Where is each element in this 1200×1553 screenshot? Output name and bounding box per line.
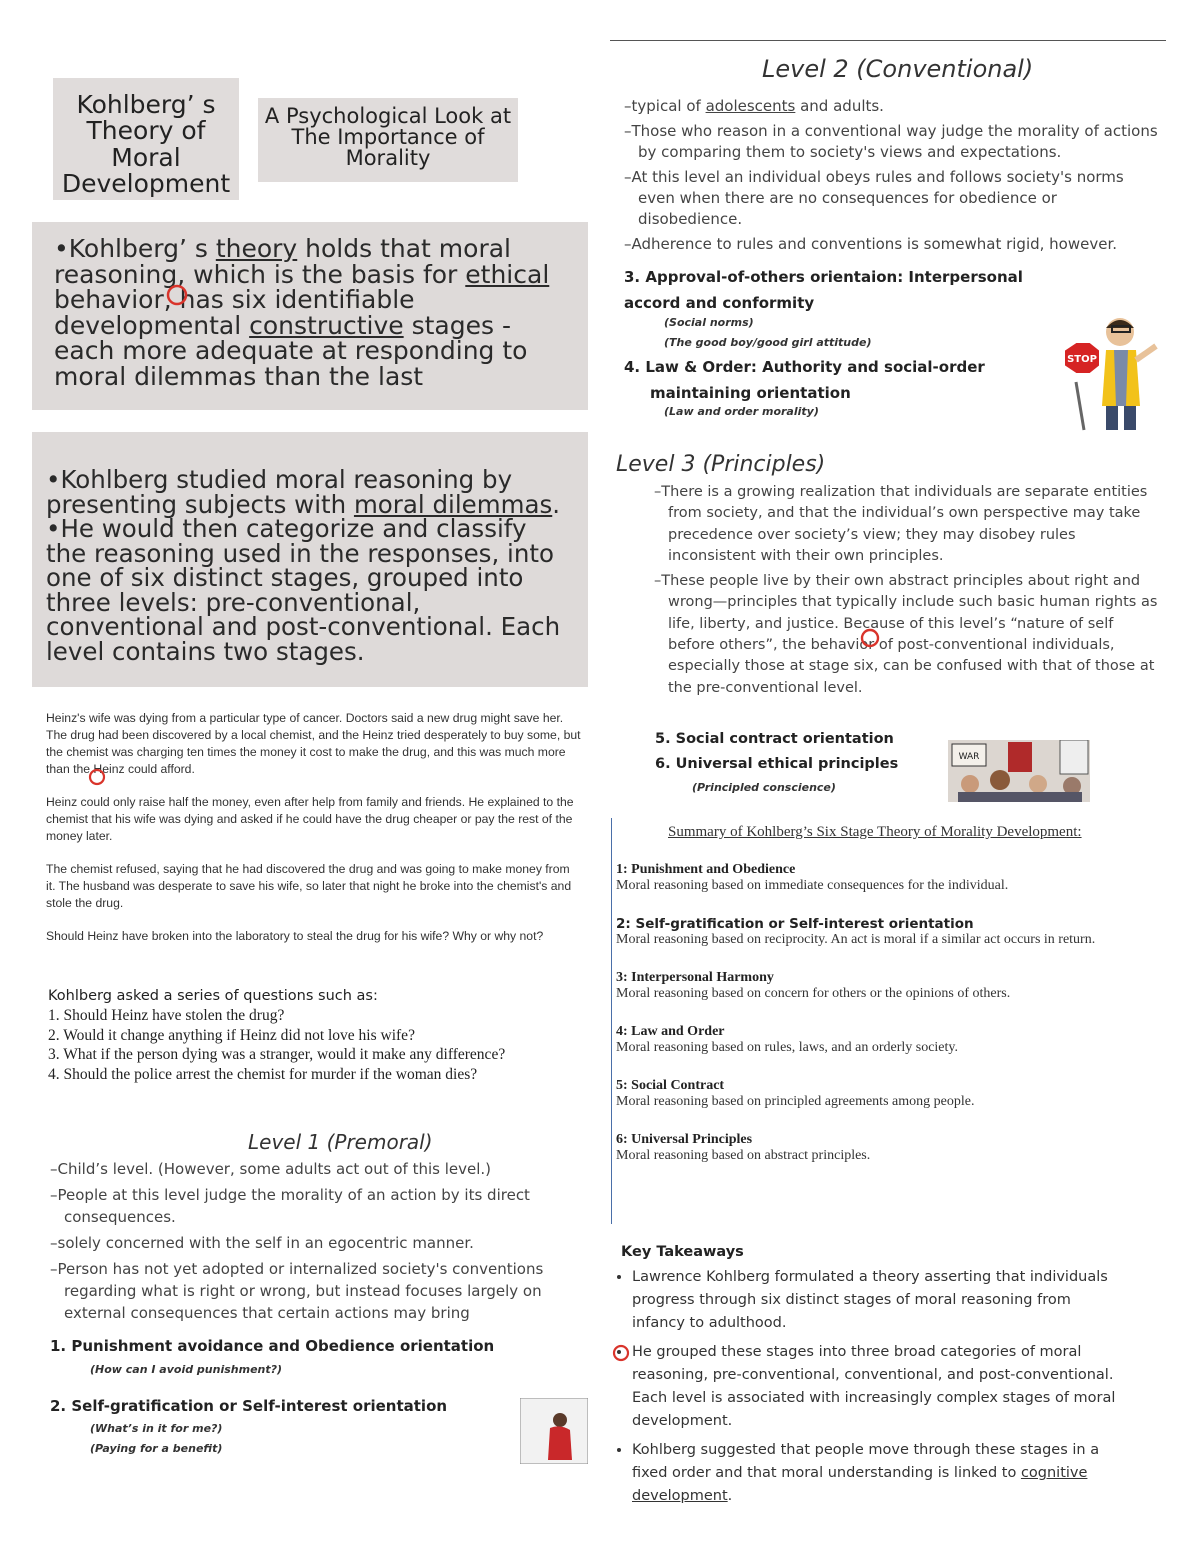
- subtitle-line: The Importance of: [291, 125, 485, 149]
- slide-theory: [32, 222, 588, 410]
- protest-sign-text: WAR: [958, 752, 980, 762]
- link-theory[interactable]: theory: [215, 234, 298, 263]
- takeaway-item: • He grouped these stages into three broad categories of moral reasoning, pre-conventional, conventional, and post-conventional. Each level is associated with increasingly complex stages of moral development.: [632, 1341, 1118, 1433]
- level2-bullet: –Those who reason in a conventional way judge the morality of actions by comparing them to society's views and expectations.: [624, 122, 1158, 161]
- level3-bullet: –These people live by their own abstract principles about right and wrong—principles that typically include such basic human rights as life, liberty, and justice. Because of this level’s “nature of self before others”, the behavior of post-conventional individuals, especially those at stage six, can be confused with that of those at the pre-conventional level.: [654, 573, 1158, 696]
- summary-item: 5: Social Contract Moral reasoning based on principled agreements among people.: [616, 1078, 975, 1109]
- protest-photo: [948, 740, 1090, 802]
- summary-item: 6: Universal Principles Moral reasoning based on abstract principles.: [616, 1132, 871, 1163]
- takeaway-item: • Lawrence Kohlberg formulated a theory asserting that individuals progress through six distinct stages of moral reasoning from infancy to adulthood.: [632, 1266, 1118, 1335]
- summary-item: 2: Self-gratification or Self-interest orientation Moral reasoning based on reciprocity. An act is moral if a similar act occurs in return.: [616, 916, 1096, 947]
- title-line: Kohlberg’ s: [76, 90, 216, 119]
- story-paragraph: The chemist refused, saying that he had discovered the drug and was going to make money from it. The husband was desperate to save his wife, so later that night he broke into the chemist's and stole the drug.: [46, 862, 572, 910]
- title-line: Development: [61, 168, 231, 198]
- question-item: 1. Should Heinz have stolen the drug?: [48, 1007, 285, 1024]
- link-constructive[interactable]: constructive: [249, 310, 404, 340]
- stage4-sub: (Law and order morality): [664, 405, 819, 418]
- summary-border: [611, 818, 612, 1224]
- child-photo: [520, 1398, 588, 1464]
- subtitle-box: [258, 98, 518, 182]
- slide-theory-text: •Kohlberg’ s theory holds that moral reasoning, which is the basis for ethical behavior, has six identifiable developmental constructive stages - each more adequate at responding to moral dilemmas than the last: [54, 234, 550, 391]
- stop-sign-text: STOP: [1067, 354, 1097, 365]
- stage4-heading: 4. Law & Order: Authority and social-order maintaining orientation: [624, 358, 985, 402]
- link-moral-dilemmas[interactable]: moral dilemmas: [353, 489, 553, 519]
- level3-title: Level 3 (Principles): [616, 452, 826, 477]
- story-paragraph: Should Heinz have broken into the laboratory to steal the drug for his wife? Why or why not?: [46, 929, 544, 943]
- stage6-heading: 6. Universal ethical principles: [655, 756, 899, 772]
- summary-item: 3: Interpersonal Harmony Moral reasoning based on concern for others or the opinions of others.: [616, 970, 1011, 1001]
- summary-item: 1: Punishment and Obedience Moral reasoning based on immediate consequences for the individual.: [616, 862, 1009, 893]
- takeaways-title: Key Takeaways: [621, 1244, 744, 1260]
- stop-sign-character-image: [1056, 310, 1158, 432]
- level2-bullet: –At this level an individual obeys rules and follows society's norms even when there are no consequences for obedience or disobedience.: [624, 168, 1124, 228]
- level1-bullet: –Person has not yet adopted or internalized society's conventions regarding what is right or wrong, but instead focuses largely on external consequences that certain actions may bring: [50, 1260, 544, 1322]
- stage2-sub: (What’s in it for me?): [90, 1422, 223, 1435]
- questions-intro: Kohlberg asked a series of questions such as:: [48, 988, 378, 1004]
- cursor-marker-icon: [86, 766, 108, 788]
- takeaway-item: • Kohlberg suggested that people move through these stages in a fixed order and that moral understanding is linked to cognitive development.: [632, 1439, 1118, 1508]
- title-line: Moral: [111, 142, 181, 172]
- stage3-heading: 3. Approval-of-others orientaion: Interpersonal accord and conformity: [624, 268, 1023, 312]
- heinz-story: [46, 710, 582, 961]
- summary-title: Summary of Kohlberg’s Six Stage Theory of Morality Development:: [668, 824, 1082, 840]
- slide-method: [32, 432, 588, 687]
- cursor-marker-icon: [610, 1342, 632, 1364]
- stage1-sub: (How can I avoid punishment?): [90, 1363, 283, 1376]
- summary-item: 4: Law and Order Moral reasoning based on rules, laws, and an orderly society.: [616, 1024, 958, 1055]
- title-box: [53, 78, 239, 200]
- questions-block: [48, 988, 588, 1084]
- level1-bullet: –Child’s level. (However, some adults act out of this level.): [50, 1160, 492, 1178]
- level1-bullet: –solely concerned with the self in an egocentric manner.: [50, 1234, 474, 1252]
- slide-method-text-2: •He would then categorize and classify the reasoning used in the responses, into one of six distinct stages, grouped into three levels: pre-conventional, conventional and post-conventional. Each level contains two stages.: [46, 514, 561, 666]
- link-adolescents[interactable]: adolescents: [705, 97, 796, 115]
- subtitle-line: Morality: [345, 146, 431, 170]
- level3-bullets: [652, 482, 1158, 703]
- level3-bullet: –There is a growing realization that individuals are separate entities from society, and that the individual’s own perspective may take precedence over society’s view; they may disobey rules inconsistent with their own principles.: [654, 484, 1148, 564]
- subtitle-line: A Psychological Look at: [264, 104, 512, 128]
- story-paragraph: Heinz's wife was dying from a particular type of cancer. Doctors said a new drug might save her. The drug had been discovered by a local chemist, and the Heinz tried desperately to buy some, but the chemist was charging ten times the money it cost to make the drug, and this was much more than the Heinz could afford.: [46, 711, 581, 776]
- title-line: Theory of: [86, 116, 206, 146]
- stage1-heading: 1. Punishment avoidance and Obedience orientation: [50, 1337, 495, 1355]
- stage6-sub: (Principled conscience): [692, 781, 836, 794]
- link-cognitive-development[interactable]: cognitive development: [632, 1465, 1088, 1504]
- stage2-heading: 2. Self-gratification or Self-interest orientation: [50, 1397, 448, 1415]
- level2-bullet: –typical of adolescents and adults.: [624, 97, 884, 115]
- level2-title: Level 2 (Conventional): [762, 55, 1034, 83]
- stage3-sub: (Social norms): [664, 316, 754, 329]
- summary-list: [616, 862, 1156, 1164]
- top-rule: [610, 40, 1166, 41]
- level1-bullet: –People at this level judge the morality of an action by its direct consequences.: [50, 1186, 530, 1226]
- stage3-sub: (The good boy/good girl attitude): [664, 336, 872, 349]
- question-item: 4. Should the police arrest the chemist for murder if the woman dies?: [48, 1065, 478, 1083]
- level1-bullets: [48, 1158, 580, 1328]
- level2-bullets: [622, 96, 1162, 259]
- takeaways-list: [614, 1266, 1118, 1514]
- level1-title: Level 1 (Premoral): [248, 1130, 433, 1154]
- stage2-sub: (Paying for a benefit): [90, 1442, 223, 1455]
- question-item: 2. Would it change anything if Heinz did not love his wife?: [48, 1026, 415, 1044]
- link-ethical[interactable]: ethical: [465, 259, 550, 289]
- level2-bullet: –Adherence to rules and conventions is somewhat rigid, however.: [624, 235, 1118, 253]
- stage5-heading: 5. Social contract orientation: [655, 731, 894, 747]
- cursor-marker-icon: [858, 626, 882, 650]
- story-paragraph: Heinz could only raise half the money, even after help from family and friends. He explained to the chemist that his wife was dying and asked if he could have the drug cheaper or pay the rest of the money later.: [46, 795, 574, 843]
- cursor-marker-icon: [164, 282, 190, 308]
- slide-method-text-1: •Kohlberg studied moral reasoning by presenting subjects with moral dilemmas.: [46, 465, 561, 519]
- question-item: 3. What if the person dying was a stranger, would it make any difference?: [48, 1046, 506, 1063]
